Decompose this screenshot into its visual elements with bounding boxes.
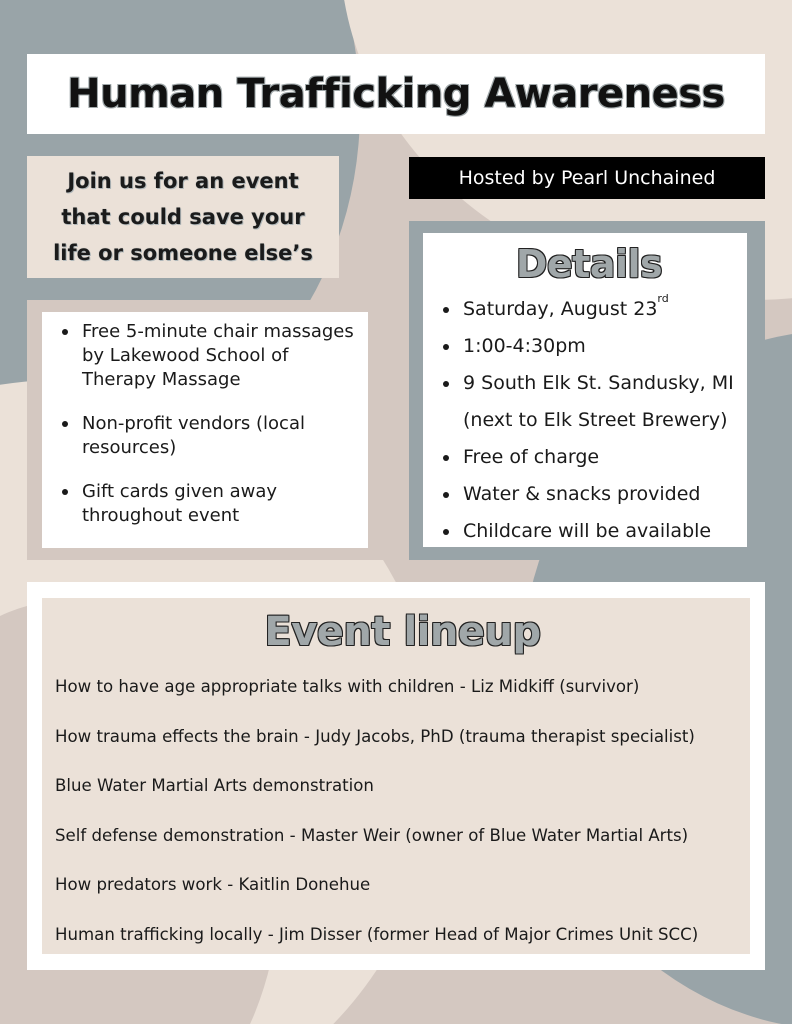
detail-cost: Free of charge: [441, 439, 737, 476]
detail-refreshments: Water & snacks provided: [441, 476, 737, 513]
lineup-item: How predators work - Kaitlin Donehue: [55, 875, 371, 895]
perks-panel: [42, 312, 368, 548]
detail-childcare: Childcare will be available: [441, 513, 737, 550]
detail-time: 1:00-4:30pm: [441, 328, 737, 365]
host-banner: [409, 157, 765, 199]
tagline-box: [27, 156, 339, 278]
detail-date: [441, 291, 737, 328]
details-panel: [423, 233, 747, 547]
perk-item: Non-profit vendors (local resources): [60, 412, 360, 460]
details-heading: Details: [515, 242, 663, 286]
lineup-item: Human trafficking locally - Jim Disser (former Head of Major Crimes Unit SCC): [55, 924, 699, 944]
perk-item: Gift cards given away throughout event: [60, 480, 360, 528]
detail-date-suffix: rd: [657, 292, 669, 305]
lineup-item: How trauma effects the brain - Judy Jacobs, PhD (trauma therapist specialist): [55, 726, 695, 746]
detail-address-note: (next to Elk Street Brewery): [463, 409, 728, 431]
host-label: Hosted by Pearl Unchained: [458, 167, 716, 189]
lineup-item: How to have age appropriate talks with children - Liz Midkiff (survivor): [55, 677, 640, 696]
detail-date-text: Saturday, August 23: [463, 298, 658, 320]
perks-list: [60, 320, 360, 528]
title-banner: [27, 54, 765, 134]
detail-address: 9 South Elk St. Sandusky, MI: [441, 365, 737, 402]
details-list: [441, 291, 737, 550]
tagline: Join us for an event that could save your life or someone else’s: [53, 169, 313, 265]
lineup-list: [55, 662, 750, 960]
perk-item: Free 5-minute chair massages by Lakewood School of Therapy Massage: [60, 320, 360, 392]
page-title: Human Trafficking Awareness: [67, 71, 725, 117]
lineup-item: Blue Water Martial Arts demonstration: [55, 776, 374, 796]
lineup-panel: [42, 598, 750, 954]
lineup-heading: Event lineup: [264, 609, 541, 655]
lineup-item: Self defense demonstration - Master Weir (owner of Blue Water Martial Arts): [55, 825, 689, 845]
